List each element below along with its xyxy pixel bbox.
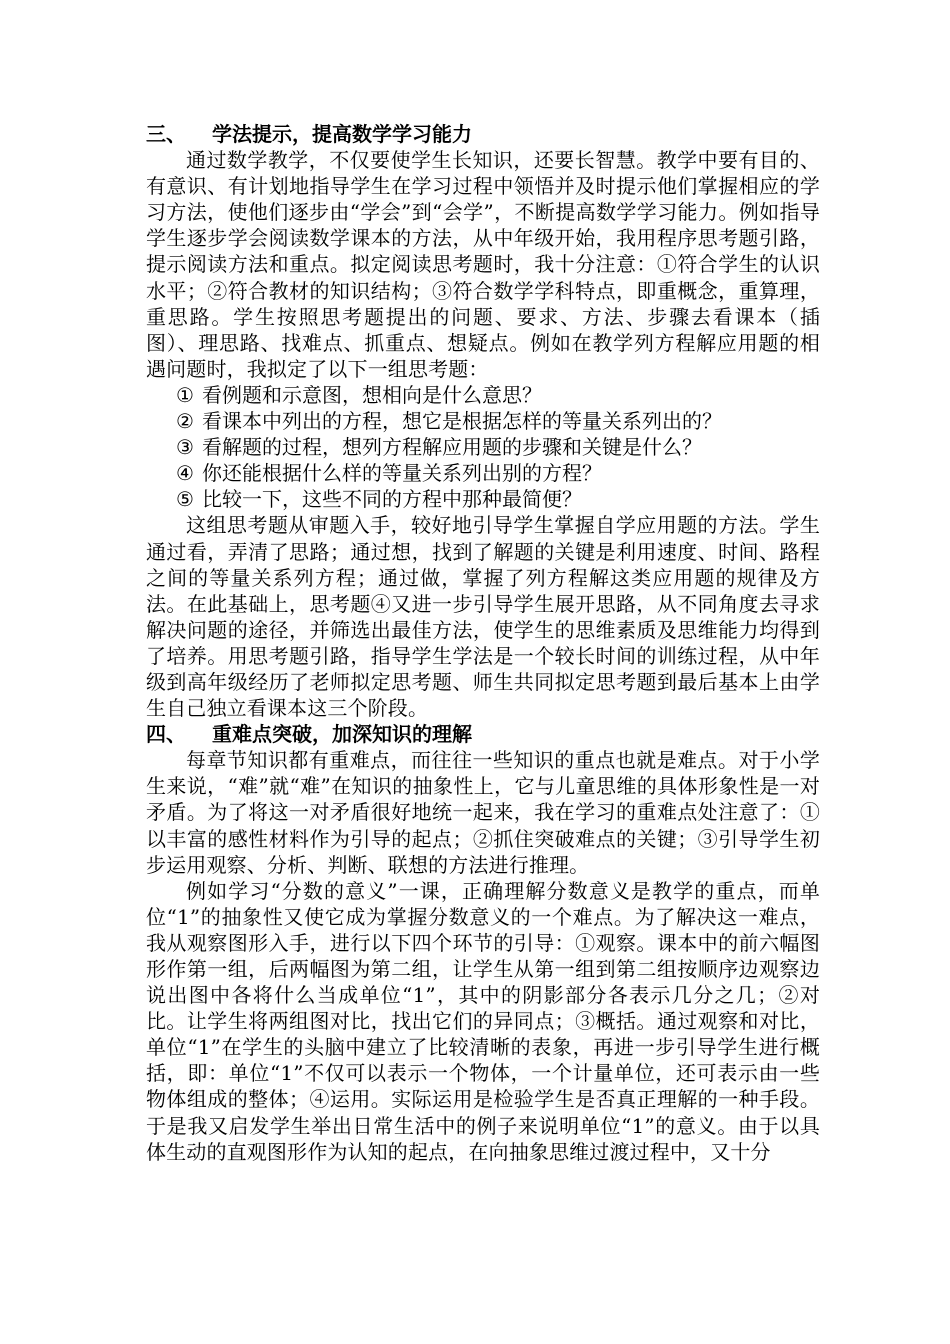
body-paragraph: 通过数学教学，不仅要使学生长知识，还要长智慧。教学中要有目的、有意识、有计划地指导学生在学习过程中领悟并及时提示他们掌握相应的学习方法，使他们逐步由“学会”到“会学”，不断提高数学学习能力。例如指导学生逐步学会阅读数学课本的方法，从中年级开始，我用程序思考题引路，提示阅读方法和重点。拟定阅读思考题时，我十分注意：①符合学生的认识水平；②符合教材的知识结构；③符合数学学科特点，即重概念，重算理，重思路。学生按照思考题提出的问题、要求、方法、步骤去看课本（插图）、理思路、找难点、抓重点、想疑点。例如在教学列方程解应用题的相遇问题时，我拟定了以下一组思考题： xyxy=(146,148,820,381)
section-number: 三、 xyxy=(146,122,186,146)
question-number: ④ xyxy=(176,461,194,486)
question-number: ⑤ xyxy=(176,487,194,512)
section-number: 四、 xyxy=(146,722,186,747)
question-text: 你还能根据什么样的等量关系列出别的方程？ xyxy=(202,461,602,486)
question-text: 看例题和示意图，想相向是什么意思？ xyxy=(202,382,542,407)
body-paragraph: 例如学习“分数的意义”一课，正确理解分数意义是教学的重点，而单位“1”的抽象性又使它成为掌握分数意义的一个难点。为了解决这一难点，我从观察图形入手，进行以下四个环节的引导：①观察。课本中的前六幅图形作第一组，后两幅图为第二组，让学生从第一组到第二组按顺序边观察边说出图中各将什么当成单位“1”，其中的阴影部分各表示几分之几；②对比。让学生将两组图对比，找出它们的异同点；③概括。通过观察和对比，单位“1”在学生的头脑中建立了比较清晰的表象，再进一步引导学生进行概括，即：单位“1”不仅可以表示一个物体，一个计量单位，还可表示由一些物体组成的整体；④运用。实际运用是检验学生是否真正理解的一种手段。于是我又启发学生举出日常生活中的例子来说明单位“1”的意义。由于以具体生动的直观图形作为认知的起点，在向抽象思维过渡过程中，又十分 xyxy=(146,878,820,1164)
section-heading-4 xyxy=(146,721,820,747)
document-page xyxy=(146,121,820,1165)
question-text: 看课本中列出的方程，想它是根据怎样的等量关系列出的？ xyxy=(202,409,722,434)
question-number: ① xyxy=(176,382,194,407)
question-item xyxy=(176,382,820,408)
section-heading-3 xyxy=(146,121,820,147)
question-item xyxy=(176,434,820,460)
question-number: ② xyxy=(176,409,194,434)
body-paragraph: 这组思考题从审题入手，较好地引导学生掌握自学应用题的方法。学生通过看，弄清了思路；通过想，找到了解题的关键是利用速度、时间、路程之间的等量关系列方程；通过做，掌握了列方程解这类应用题的规律及方法。在此基础上，思考题④又进一步引导学生展开思路，从不同角度去寻求解决问题的途径，并筛选出最佳方法，使学生的思维素质及思维能力均得到了培养。用思考题引路，指导学生学法是一个较长时间的训练过程，从中年级到高年级经历了老师拟定思考题、师生共同拟定思考题到最后基本上由学生自己独立看课本这三个阶段。 xyxy=(146,513,820,721)
section-title: 学法提示，提高数学学习能力 xyxy=(212,122,472,146)
question-text: 比较一下，这些不同的方程中那种最简便？ xyxy=(202,487,582,512)
question-item xyxy=(176,486,820,512)
section-title: 重难点突破，加深知识的理解 xyxy=(212,722,472,747)
question-text: 看解题的过程，想列方程解应用题的步骤和关键是什么？ xyxy=(202,435,702,460)
question-item xyxy=(176,408,820,434)
question-number: ③ xyxy=(176,435,194,460)
question-list xyxy=(146,382,820,512)
question-item xyxy=(176,460,820,486)
body-paragraph: 每章节知识都有重难点，而往往一些知识的重点也就是难点。对于小学生来说，“难”就“难”在知识的抽象性上，它与儿童思维的具体形象性是一对矛盾。为了将这一对矛盾很好地统一起来，我在学习的重难点处注意了：①以丰富的感性材料作为引导的起点；②抓住突破难点的关键；③引导学生初步运用观察、分析、判断、联想的方法进行推理。 xyxy=(146,748,820,877)
